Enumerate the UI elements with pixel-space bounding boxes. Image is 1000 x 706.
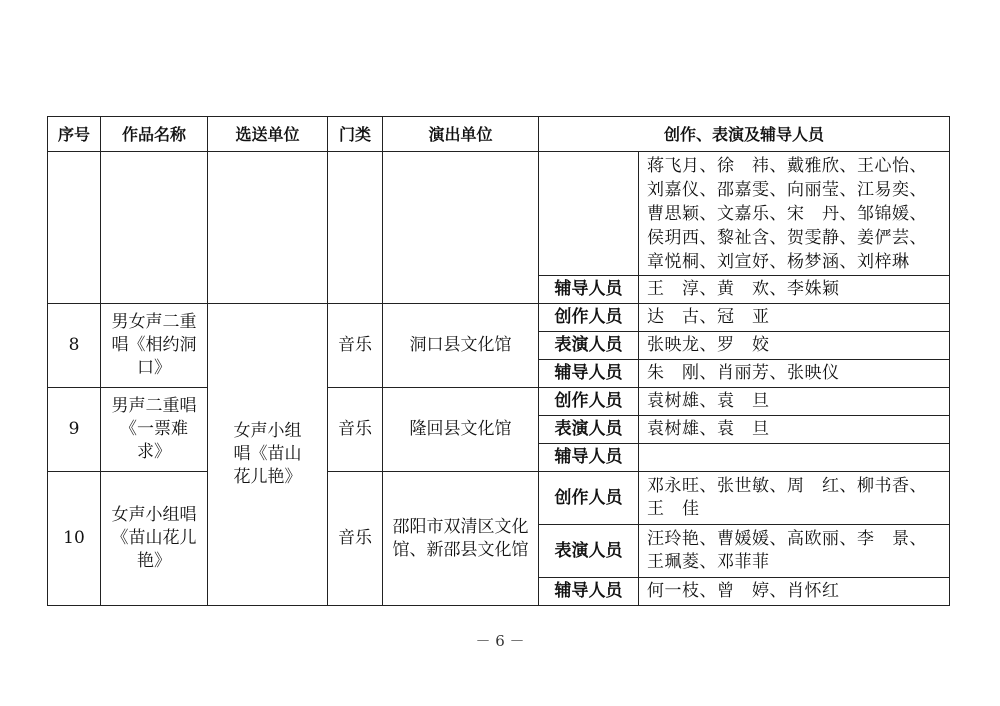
continuation-category-cell [328, 152, 383, 304]
advisor-label: 辅导人员 [539, 578, 639, 606]
performer-line: 侯玥西、黎祉含、贺雯静、姜俨芸、 [647, 227, 927, 248]
header-title: 作品名称 [101, 117, 208, 152]
table-row [48, 472, 950, 525]
header-category: 门类 [328, 117, 383, 152]
performer-label: 表演人员 [539, 416, 639, 444]
creator-label: 创作人员 [539, 388, 639, 416]
performer-names: 汪玲艳、曹媛媛、高欧丽、李 景、王珮菱、邓菲菲 [639, 525, 950, 578]
header-staff: 创作、表演及辅导人员 [539, 117, 950, 152]
performing-unit: 邵阳市双清区文化馆、新邵县文化馆 [383, 472, 539, 606]
performer-line: 章悦桐、刘宣妤、杨梦涵、刘梓琳 [647, 251, 910, 272]
header-index: 序号 [48, 117, 101, 152]
creator-names: 邓永旺、张世敏、周 红、柳书香、王 佳 [639, 472, 950, 525]
continuation-index-cell [48, 152, 101, 304]
performer-label: 表演人员 [539, 525, 639, 578]
creator-names: 袁树雄、袁 旦 [639, 388, 950, 416]
creator-label: 创作人员 [539, 472, 639, 525]
performer-line: 蒋飞月、徐 祎、戴雅欣、王心怡、 [647, 155, 927, 176]
performer-label: 表演人员 [539, 332, 639, 360]
category: 音乐 [328, 388, 383, 472]
performer-names: 袁树雄、袁 旦 [639, 416, 950, 444]
continuation-role-cell [539, 152, 639, 276]
creator-label: 创作人员 [539, 304, 639, 332]
performing-unit: 洞口县文化馆 [383, 304, 539, 388]
performer-names: 张映龙、罗 姣 [639, 332, 950, 360]
advisor-names: 何一枝、曾 婷、肖怀红 [639, 578, 950, 606]
category: 音乐 [328, 472, 383, 606]
advisor-names [639, 444, 950, 472]
program-table [47, 116, 950, 606]
category: 音乐 [328, 304, 383, 388]
advisor-names: 朱 刚、肖丽芳、张映仪 [639, 360, 950, 388]
row-index: 10 [48, 472, 101, 606]
performer-line: 曹思颖、文嘉乐、宋 丹、邹锦媛、 [647, 203, 927, 224]
header-submitting-unit: 选送单位 [208, 117, 328, 152]
continuation-title-cell [101, 152, 208, 304]
continuation-unit-cell [208, 152, 328, 304]
table-row [48, 152, 950, 276]
submitting-unit: 女声小组唱《苗山花儿艳》 [208, 304, 328, 606]
table-header-row [48, 117, 950, 152]
advisor-label: 辅导人员 [539, 276, 639, 304]
continuation-performer-unit-cell [383, 152, 539, 304]
advisor-names: 王 淳、黄 欢、李姝颖 [639, 276, 950, 304]
page-number: － 6 － [475, 632, 525, 650]
table-row [48, 304, 950, 332]
row-index: 9 [48, 388, 101, 472]
performing-unit: 隆回县文化馆 [383, 388, 539, 472]
row-index: 8 [48, 304, 101, 388]
work-title: 女声小组唱《苗山花儿艳》 [101, 472, 208, 606]
work-title: 男女声二重唱《相约洞口》 [101, 304, 208, 388]
advisor-label: 辅导人员 [539, 360, 639, 388]
header-performing-unit: 演出单位 [383, 117, 539, 152]
performer-line: 刘嘉仪、邵嘉雯、向丽莹、江易奕、 [647, 179, 927, 200]
continuation-performers-cell [639, 152, 950, 276]
table-row [48, 388, 950, 416]
creator-names: 达 古、冠 亚 [639, 304, 950, 332]
work-title: 男声二重唱《一票难求》 [101, 388, 208, 472]
advisor-label: 辅导人员 [539, 444, 639, 472]
